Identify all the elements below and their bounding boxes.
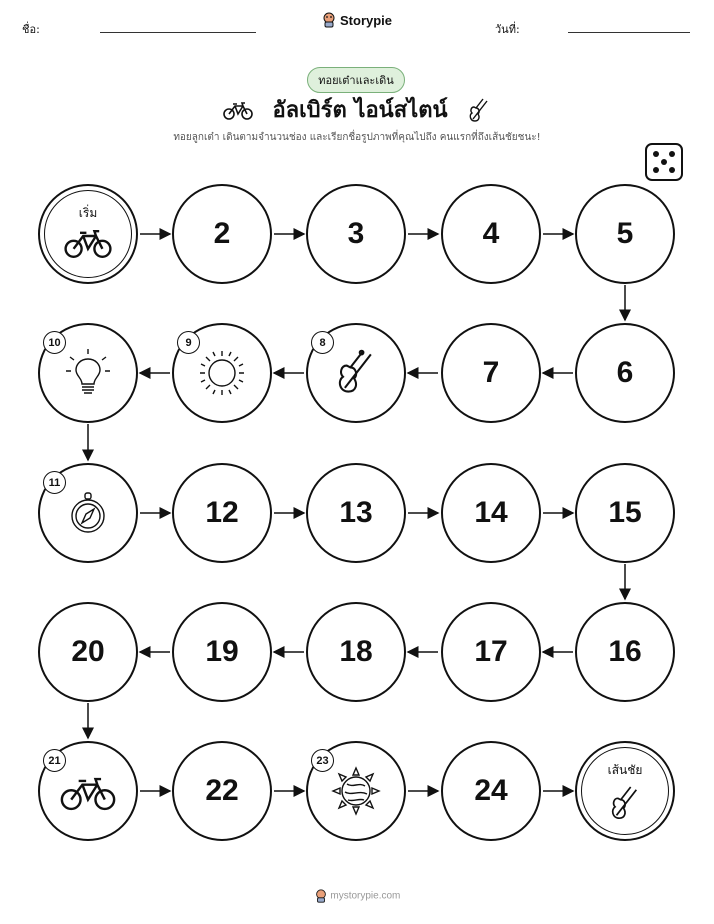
footer xyxy=(0,889,714,903)
cell-number: 15 xyxy=(608,496,642,529)
board-cell-13[interactable] xyxy=(306,463,406,563)
board-cell-8[interactable] xyxy=(306,323,406,423)
board-cell-6[interactable] xyxy=(575,323,675,423)
footer-site[interactable]: mystorypie.com xyxy=(330,890,401,902)
board-cell-17[interactable] xyxy=(441,602,541,702)
cell-number: 14 xyxy=(474,496,508,529)
cell-number: 3 xyxy=(347,217,365,250)
start-cell[interactable] xyxy=(38,184,138,284)
board-cell-16[interactable] xyxy=(575,602,675,702)
sun-icon xyxy=(196,347,248,399)
brand-name: Storypie xyxy=(340,12,393,28)
finish-label: เส้นชัย xyxy=(607,763,643,777)
board-cell-14[interactable] xyxy=(441,463,541,563)
board-cell-3[interactable] xyxy=(306,184,406,284)
cell-number: 4 xyxy=(482,217,500,250)
cell-number: 16 xyxy=(608,635,642,668)
cell-number-badge: 10 xyxy=(43,331,66,354)
bicycle-icon xyxy=(60,775,116,813)
cell-number: 18 xyxy=(339,635,373,668)
board-cell-5[interactable] xyxy=(575,184,675,284)
compass-icon xyxy=(68,490,108,536)
violin-icon xyxy=(332,347,380,399)
date-label: วันที่: xyxy=(495,23,520,36)
cell-number: 24 xyxy=(474,774,508,807)
storypie-mascot-icon xyxy=(314,889,328,903)
game-tag: ทอยเต๋าและเดิน xyxy=(307,67,405,93)
cell-number-badge: 21 xyxy=(43,749,66,772)
cell-number: 22 xyxy=(205,774,239,807)
cell-number: 13 xyxy=(339,496,373,529)
cell-number: 7 xyxy=(482,356,500,389)
cell-number: 20 xyxy=(71,635,105,668)
cell-number: 5 xyxy=(616,217,634,250)
cell-number: 19 xyxy=(205,635,239,668)
board-cell-24[interactable] xyxy=(441,741,541,841)
cell-number: 12 xyxy=(205,496,239,529)
title-text: อัลเบิร์ต ไอน์สไตน์ xyxy=(272,98,448,123)
board-cell-11[interactable] xyxy=(38,463,138,563)
name-label: ชื่อ: xyxy=(22,23,40,36)
board-cell-10[interactable] xyxy=(38,323,138,423)
sun-icon xyxy=(329,764,383,818)
cell-number: 17 xyxy=(474,635,508,668)
board-cell-4[interactable] xyxy=(441,184,541,284)
board-cell-21[interactable] xyxy=(38,741,138,841)
start-label: เริ่ม xyxy=(78,206,98,220)
cell-number-badge: 11 xyxy=(43,471,66,494)
cell-number: 2 xyxy=(213,217,231,250)
board-cell-9[interactable] xyxy=(172,323,272,423)
board-cell-18[interactable] xyxy=(306,602,406,702)
cell-number: 6 xyxy=(616,356,634,389)
finish-cell[interactable] xyxy=(575,741,675,841)
board-cell-20[interactable] xyxy=(38,602,138,702)
board-cell-19[interactable] xyxy=(172,602,272,702)
board-cell-15[interactable] xyxy=(575,463,675,563)
board-cell-23[interactable] xyxy=(306,741,406,841)
board-cell-12[interactable] xyxy=(172,463,272,563)
board-cell-7[interactable] xyxy=(441,323,541,423)
board-cell-22[interactable] xyxy=(172,741,272,841)
cell-number-badge: 23 xyxy=(311,749,334,772)
instructions: ทอยลูกเต๋า เดินตามจำนวนช่อง และเรียกชื่อรูปภาพที่คุณไปถึง คนแรกที่ถึงเส้นชัยชนะ! xyxy=(173,132,541,143)
board-cell-2[interactable] xyxy=(172,184,272,284)
lightbulb-icon xyxy=(64,347,112,399)
cell-number-badge: 8 xyxy=(311,331,334,354)
cell-number-badge: 9 xyxy=(177,331,200,354)
